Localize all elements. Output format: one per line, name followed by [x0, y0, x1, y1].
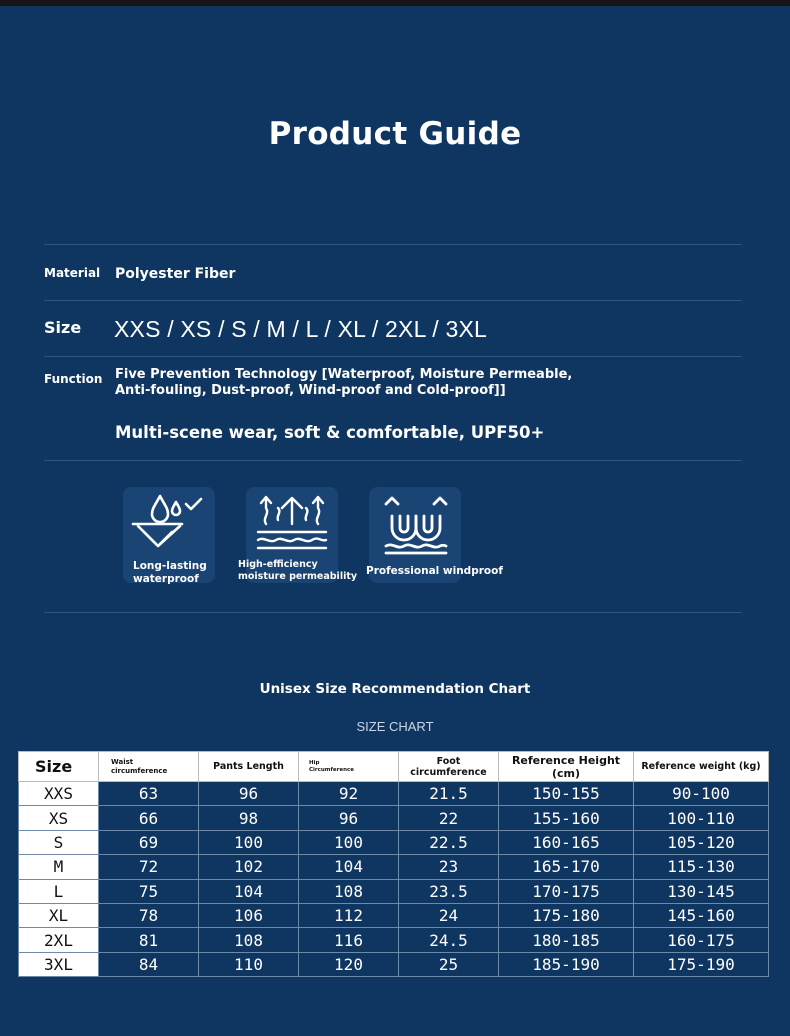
cell-waist: 72 [99, 855, 199, 879]
cell-weight: 145-160 [634, 903, 769, 927]
cell-hip: 116 [299, 928, 399, 952]
cell-weight: 175-190 [634, 952, 769, 976]
cell-height: 150-155 [499, 782, 634, 806]
table-row [19, 879, 769, 903]
cell-foot: 23 [399, 855, 499, 879]
cell-weight: 105-120 [634, 830, 769, 854]
cell-hip: 108 [299, 879, 399, 903]
header-weight: Reference weight (kg) [634, 752, 769, 782]
cell-size: 2XL [19, 928, 99, 952]
header-hip [299, 752, 399, 782]
size-value: XXS / XS / S / M / L / XL / 2XL / 3XL [114, 316, 488, 342]
windproof-icon [376, 490, 456, 558]
table-row [19, 903, 769, 927]
cell-size: S [19, 830, 99, 854]
cell-pants: 106 [199, 903, 299, 927]
header-height: Reference Height (cm) [499, 752, 634, 782]
cell-size: XS [19, 806, 99, 830]
feature-caption-waterproof [133, 560, 207, 586]
header-waist-line-1: Waist [111, 757, 134, 766]
material-value: Polyester Fiber [115, 266, 236, 282]
cell-height: 165-170 [499, 855, 634, 879]
cell-size: M [19, 855, 99, 879]
cell-height: 170-175 [499, 879, 634, 903]
header-size: Size [19, 752, 99, 782]
table-row [19, 952, 769, 976]
cell-foot: 22 [399, 806, 499, 830]
divider [44, 244, 742, 245]
header-waist [99, 752, 199, 782]
cell-hip: 112 [299, 903, 399, 927]
cell-foot: 24 [399, 903, 499, 927]
cell-pants: 102 [199, 855, 299, 879]
size-chart-title: Unisex Size Recommendation Chart [259, 681, 531, 697]
cell-weight: 160-175 [634, 928, 769, 952]
cell-waist: 63 [99, 782, 199, 806]
cell-size: L [19, 879, 99, 903]
cell-foot: 24.5 [399, 928, 499, 952]
cell-weight: 115-130 [634, 855, 769, 879]
header-hip-line-2: Circumference [309, 766, 355, 773]
cell-size: XL [19, 903, 99, 927]
table-row [19, 806, 769, 830]
cell-hip: 120 [299, 952, 399, 976]
function-line-1: Five Prevention Technology [Waterproof, Moisture Permeable, [115, 367, 573, 382]
cell-hip: 96 [299, 806, 399, 830]
cell-waist: 69 [99, 830, 199, 854]
cell-weight: 90-100 [634, 782, 769, 806]
cell-waist: 66 [99, 806, 199, 830]
scene-text: Multi-scene wear, soft & comfortable, UPF50+ [115, 423, 545, 442]
page-title: Product Guide [268, 116, 522, 152]
feature-caption-line: Long-lasting [133, 560, 207, 572]
feature-caption-line: waterproof [133, 573, 199, 585]
cell-weight: 130-145 [634, 879, 769, 903]
cell-pants: 104 [199, 879, 299, 903]
cell-pants: 110 [199, 952, 299, 976]
header-foot: Foot circumference [399, 752, 499, 782]
moisture-permeability-icon [252, 490, 332, 558]
material-label: Material [44, 266, 101, 280]
header-pants-length: Pants Length [199, 752, 299, 782]
table-row [19, 855, 769, 879]
table-row [19, 928, 769, 952]
cell-height: 155-160 [499, 806, 634, 830]
cell-height: 160-165 [499, 830, 634, 854]
cell-size: XXS [19, 782, 99, 806]
function-label: Function [44, 372, 103, 386]
cell-pants: 108 [199, 928, 299, 952]
cell-weight: 100-110 [634, 806, 769, 830]
top-bar [0, 0, 790, 6]
table-header-row [19, 752, 769, 782]
table-row [19, 830, 769, 854]
waterproof-icon [128, 490, 208, 558]
cell-waist: 75 [99, 879, 199, 903]
cell-pants: 98 [199, 806, 299, 830]
cell-hip: 92 [299, 782, 399, 806]
feature-caption-line: moisture permeability [238, 571, 358, 582]
cell-height: 180-185 [499, 928, 634, 952]
feature-caption-windproof [366, 565, 503, 578]
cell-hip: 100 [299, 830, 399, 854]
cell-foot: 25 [399, 952, 499, 976]
divider [44, 356, 742, 357]
function-value [115, 367, 595, 399]
header-waist-line-2: circumference [111, 766, 168, 775]
divider [44, 300, 742, 301]
cell-waist: 84 [99, 952, 199, 976]
feature-caption-line: High-efficiency [238, 559, 318, 570]
cell-foot: 22.5 [399, 830, 499, 854]
cell-hip: 104 [299, 855, 399, 879]
header-hip-line-1: Hip [309, 759, 320, 766]
cell-pants: 100 [199, 830, 299, 854]
divider [44, 460, 742, 461]
size-chart-subtitle: SIZE CHART [356, 719, 434, 734]
cell-waist: 78 [99, 903, 199, 927]
cell-size: 3XL [19, 952, 99, 976]
size-label: Size [44, 318, 82, 337]
cell-height: 175-180 [499, 903, 634, 927]
function-line-2: Anti-fouling, Dust-proof, Wind-proof and Cold-proof]] [115, 383, 506, 398]
divider [44, 612, 742, 613]
feature-caption-moisture [238, 559, 357, 583]
table-row [19, 782, 769, 806]
cell-pants: 96 [199, 782, 299, 806]
cell-foot: 21.5 [399, 782, 499, 806]
cell-foot: 23.5 [399, 879, 499, 903]
feature-caption-line: Professional windproof [366, 565, 503, 577]
cell-waist: 81 [99, 928, 199, 952]
size-chart-table [18, 751, 769, 977]
cell-height: 185-190 [499, 952, 634, 976]
